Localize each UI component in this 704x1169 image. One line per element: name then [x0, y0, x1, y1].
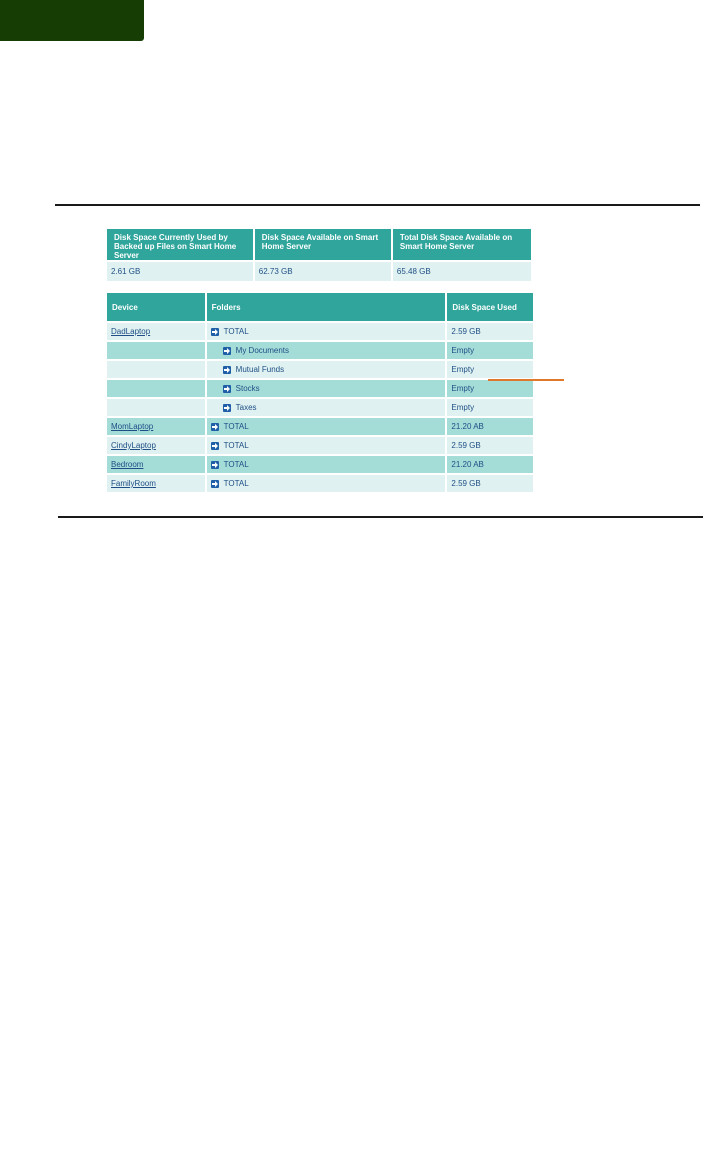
arrow-right-icon	[223, 385, 231, 393]
device-cell	[107, 397, 207, 416]
folder-label: My Documents	[235, 346, 290, 355]
device-link[interactable]: CindyLaptop	[111, 441, 156, 450]
callout-line	[488, 379, 564, 381]
table-row	[107, 435, 533, 454]
arrow-right-icon	[223, 347, 231, 355]
device-link[interactable]: MomLaptop	[111, 422, 154, 431]
column-header-folders: Folders	[207, 293, 448, 321]
device-cell	[107, 435, 207, 454]
device-link[interactable]: DadLaptop	[111, 327, 151, 336]
disk-space-cell: Empty	[447, 378, 533, 397]
device-cell	[107, 473, 207, 492]
folder-cell	[207, 359, 448, 378]
folder-entry[interactable]	[211, 479, 442, 488]
table-row	[107, 473, 533, 492]
arrow-right-icon	[211, 442, 219, 450]
folder-label: TOTAL	[223, 460, 249, 469]
table-row	[107, 454, 533, 473]
device-cell	[107, 340, 207, 359]
disk-space-cell: 2.59 GB	[447, 473, 533, 492]
device-cell	[107, 321, 207, 340]
folder-entry[interactable]	[211, 365, 442, 374]
folder-cell	[207, 454, 448, 473]
summary-header-used: Disk Space Currently Used by Backed up Files on Smart Home Server	[107, 229, 255, 260]
bottom-divider	[58, 516, 703, 518]
folder-cell	[207, 416, 448, 435]
devices-header-row	[107, 293, 533, 321]
table-row	[107, 416, 533, 435]
device-cell	[107, 378, 207, 397]
disk-space-cell: 21.20 AB	[447, 454, 533, 473]
summary-header-available: Disk Space Available on Smart Home Server	[255, 229, 393, 260]
folder-label: Mutual Funds	[235, 365, 285, 374]
disk-summary-table	[107, 229, 531, 281]
folder-label: TOTAL	[223, 479, 249, 488]
column-header-disk-space-used: Disk Space Used	[447, 293, 533, 321]
top-divider	[55, 204, 700, 206]
arrow-right-icon	[211, 480, 219, 488]
arrow-right-icon	[211, 461, 219, 469]
device-folders-table	[107, 293, 533, 492]
device-link[interactable]: FamilyRoom	[111, 479, 156, 488]
folder-cell	[207, 340, 448, 359]
folder-cell	[207, 435, 448, 454]
column-header-device: Device	[107, 293, 207, 321]
summary-value-available: 62.73 GB	[255, 260, 393, 281]
table-row	[107, 340, 533, 359]
table-row	[107, 397, 533, 416]
folder-label: TOTAL	[223, 422, 249, 431]
disk-space-cell: Empty	[447, 359, 533, 378]
arrow-right-icon	[223, 366, 231, 374]
device-cell	[107, 416, 207, 435]
folder-entry[interactable]	[211, 403, 442, 412]
folder-entry[interactable]	[211, 327, 442, 336]
summary-header-row	[107, 229, 531, 260]
summary-value-total: 65.48 GB	[393, 260, 531, 281]
folder-cell	[207, 378, 448, 397]
folder-entry[interactable]	[211, 384, 442, 393]
folder-label: TOTAL	[223, 327, 249, 336]
disk-space-cell: Empty	[447, 397, 533, 416]
arrow-right-icon	[211, 328, 219, 336]
folder-label: Taxes	[235, 403, 257, 412]
folder-cell	[207, 321, 448, 340]
summary-value-used: 2.61 GB	[107, 260, 255, 281]
disk-space-cell: 21.20 AB	[447, 416, 533, 435]
folder-entry[interactable]	[211, 346, 442, 355]
table-row	[107, 359, 533, 378]
device-rows	[107, 321, 533, 492]
device-cell	[107, 454, 207, 473]
table-row	[107, 378, 533, 397]
arrow-right-icon	[223, 404, 231, 412]
folder-cell	[207, 397, 448, 416]
summary-header-total: Total Disk Space Available on Smart Home Server	[393, 229, 531, 260]
disk-space-cell: 2.59 GB	[447, 435, 533, 454]
disk-space-cell: Empty	[447, 340, 533, 359]
arrow-right-icon	[211, 423, 219, 431]
folder-label: Stocks	[235, 384, 260, 393]
folder-label: TOTAL	[223, 441, 249, 450]
disk-space-cell: 2.59 GB	[447, 321, 533, 340]
folder-entry[interactable]	[211, 460, 442, 469]
table-row	[107, 321, 533, 340]
device-link[interactable]: Bedroom	[111, 460, 144, 469]
summary-value-row	[107, 260, 531, 281]
device-cell	[107, 359, 207, 378]
folder-entry[interactable]	[211, 441, 442, 450]
folder-entry[interactable]	[211, 422, 442, 431]
folder-cell	[207, 473, 448, 492]
corner-tab	[0, 0, 144, 41]
